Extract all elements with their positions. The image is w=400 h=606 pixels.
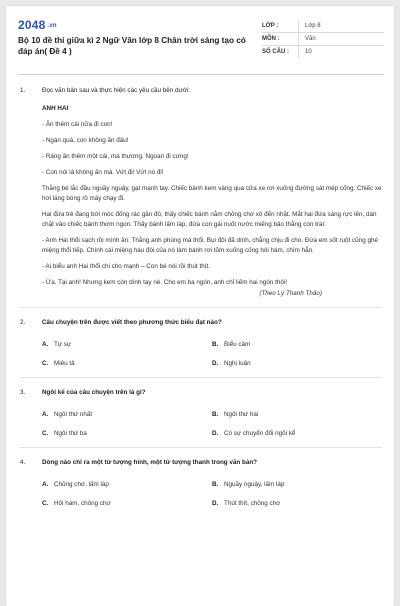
meta-label: LỚP : (262, 23, 279, 29)
meta-row-subject (262, 33, 384, 46)
page-header (18, 16, 384, 72)
question-separator (20, 307, 382, 308)
passage-title: ANH HAI (42, 105, 69, 112)
answer-option-a[interactable] (42, 410, 212, 420)
answer-options (42, 340, 382, 369)
questions-content (20, 86, 382, 519)
option-text: Nghị luận (224, 360, 251, 367)
header-divider (18, 74, 384, 75)
option-text: Ngôi thứ ba (54, 430, 87, 437)
option-letter: A. (42, 411, 49, 418)
option-letter: C. (42, 500, 49, 507)
answer-option-c[interactable] (42, 499, 212, 509)
meta-label: MÔN : (262, 36, 280, 42)
question-3 (20, 388, 382, 448)
document-title: Bộ 10 đề thi giữa kì 2 Ngữ Văn lớp 8 Chân trời sáng tạo có đáp án( Đề 4 ) (18, 36, 246, 56)
metadata-table (262, 20, 384, 58)
passage-paragraph: - Anh Hai thổi sạch rồi mình ăn. Thằng anh phùng má thổi. Bụi đôi đã dính, chẳng chịu đi cho. Đứa em sốt ruột cũng ghé miệng thổi tiếp. Chính cái miệng háu đói của nó làm bánh rơi tõm xuống cống hôi hám, chìm hẳn. (42, 237, 378, 254)
question-stem: Câu chuyện trên được viết theo phương thức biểu đạt nào? (42, 319, 222, 326)
question-number: 3. (20, 389, 26, 396)
option-text: Tự sự (54, 341, 72, 348)
site-logo[interactable] (18, 18, 57, 32)
option-letter: C. (42, 430, 49, 437)
question-separator (20, 377, 382, 378)
option-letter: D. (212, 360, 219, 367)
option-text: Có sự chuyển đổi ngôi kể (224, 430, 296, 437)
answer-option-d[interactable] (212, 429, 382, 439)
passage-source: (Theo Lý Thanh Thảo) (259, 290, 322, 297)
question-2 (20, 318, 382, 378)
meta-value: Văn (298, 33, 316, 45)
meta-value: 10 (298, 46, 312, 58)
question-4 (20, 458, 382, 509)
option-letter: B. (212, 481, 219, 488)
document-page (6, 6, 394, 606)
passage-paragraph: - Ráng ăn thêm một cái, má thương. Ngoan đi cưng! (42, 153, 189, 160)
passage-paragraph: - Ngán quá, con không ăn đâu! (42, 137, 129, 144)
option-letter: B. (212, 341, 219, 348)
question-number: 4. (20, 459, 26, 466)
passage-paragraph: - Ai biểu anh Hai thổi chi cho mạnh – Con bé nói rồi thút thít. (42, 263, 211, 270)
option-letter: C. (42, 360, 49, 367)
option-text: Nguầy nguậy, lấm láp (224, 481, 285, 488)
question-stem: Ngôi kể của câu chuyện trên là gì? (42, 389, 146, 396)
passage-paragraph: Thằng bé lắc đầu nguầy nguậy, gạt mạnh tay. Chiếc bánh kem vàng qua cửa xe rơi xuống đường sát mép cống. Chiếc xe hơi láng bóng rồ máy chạy đi. (42, 185, 382, 202)
option-letter: D. (212, 500, 219, 507)
meta-value: Lớp 8 (298, 20, 321, 32)
question-separator (20, 447, 382, 448)
option-letter: D. (212, 430, 219, 437)
option-letter: A. (42, 341, 49, 348)
logo-text: 2048 (18, 18, 46, 32)
answer-option-b[interactable] (212, 480, 382, 490)
meta-row-count (262, 46, 384, 58)
answer-option-d[interactable] (212, 499, 382, 509)
answer-option-c[interactable] (42, 359, 212, 369)
question-stem: Đọc văn bản sau và thực hiện các yêu cầu bên dưới: (42, 87, 191, 94)
question-number: 2. (20, 319, 26, 326)
meta-label: SỐ CÂU : (262, 49, 289, 55)
option-letter: B. (212, 411, 219, 418)
option-text: Thút thít, chỏng chơ (224, 500, 281, 507)
question-stem: Dòng nào chỉ ra một từ tượng hình, một từ tượng thanh trong văn bản? (42, 459, 258, 466)
passage-paragraph: - Ăn thêm cái nữa đi con! (42, 121, 113, 128)
answer-option-d[interactable] (212, 359, 382, 369)
logo-tld: .vn (47, 22, 57, 29)
question-number: 1. (20, 87, 26, 94)
option-text: Hôi hám, chỏng chơ (54, 500, 111, 507)
answer-options (42, 410, 382, 439)
option-text: Miêu tả (54, 360, 75, 367)
option-text: Ngôi thứ hai (224, 411, 259, 418)
question-1 (20, 86, 382, 308)
option-text: Chỏng chơ, lấm láp (54, 481, 109, 488)
answer-option-b[interactable] (212, 410, 382, 420)
answer-option-c[interactable] (42, 429, 212, 439)
option-text: Ngôi thứ nhất (54, 411, 93, 418)
option-text: Biểu cảm (224, 341, 251, 348)
passage-paragraph: - Con nói là không ăn mà. Vứt đi! Vứt nó đi! (42, 169, 164, 176)
answer-options (42, 480, 382, 509)
answer-option-a[interactable] (42, 480, 212, 490)
answer-option-b[interactable] (212, 340, 382, 350)
meta-row-grade (262, 20, 384, 33)
option-letter: A. (42, 481, 49, 488)
passage-paragraph: Hai đứa trẻ đang bới móc đống rác gần đó, thấy chiếc bánh nằm chỏng chơ xô đến nhặt. Mắt hai đứa sáng rực lên, dán chặt vào chiếc bánh thơm ngon. Thấy bánh lấm láp, đứa con gái nuốt nước miếng bảo thằng con trai: (42, 211, 377, 228)
passage-paragraph: - Ừa. Tại anh! Nhưng kem còn dính tay nè. Cho em ba ngón, anh chỉ liếm hai ngón thôi! (42, 279, 288, 286)
answer-option-a[interactable] (42, 340, 212, 350)
